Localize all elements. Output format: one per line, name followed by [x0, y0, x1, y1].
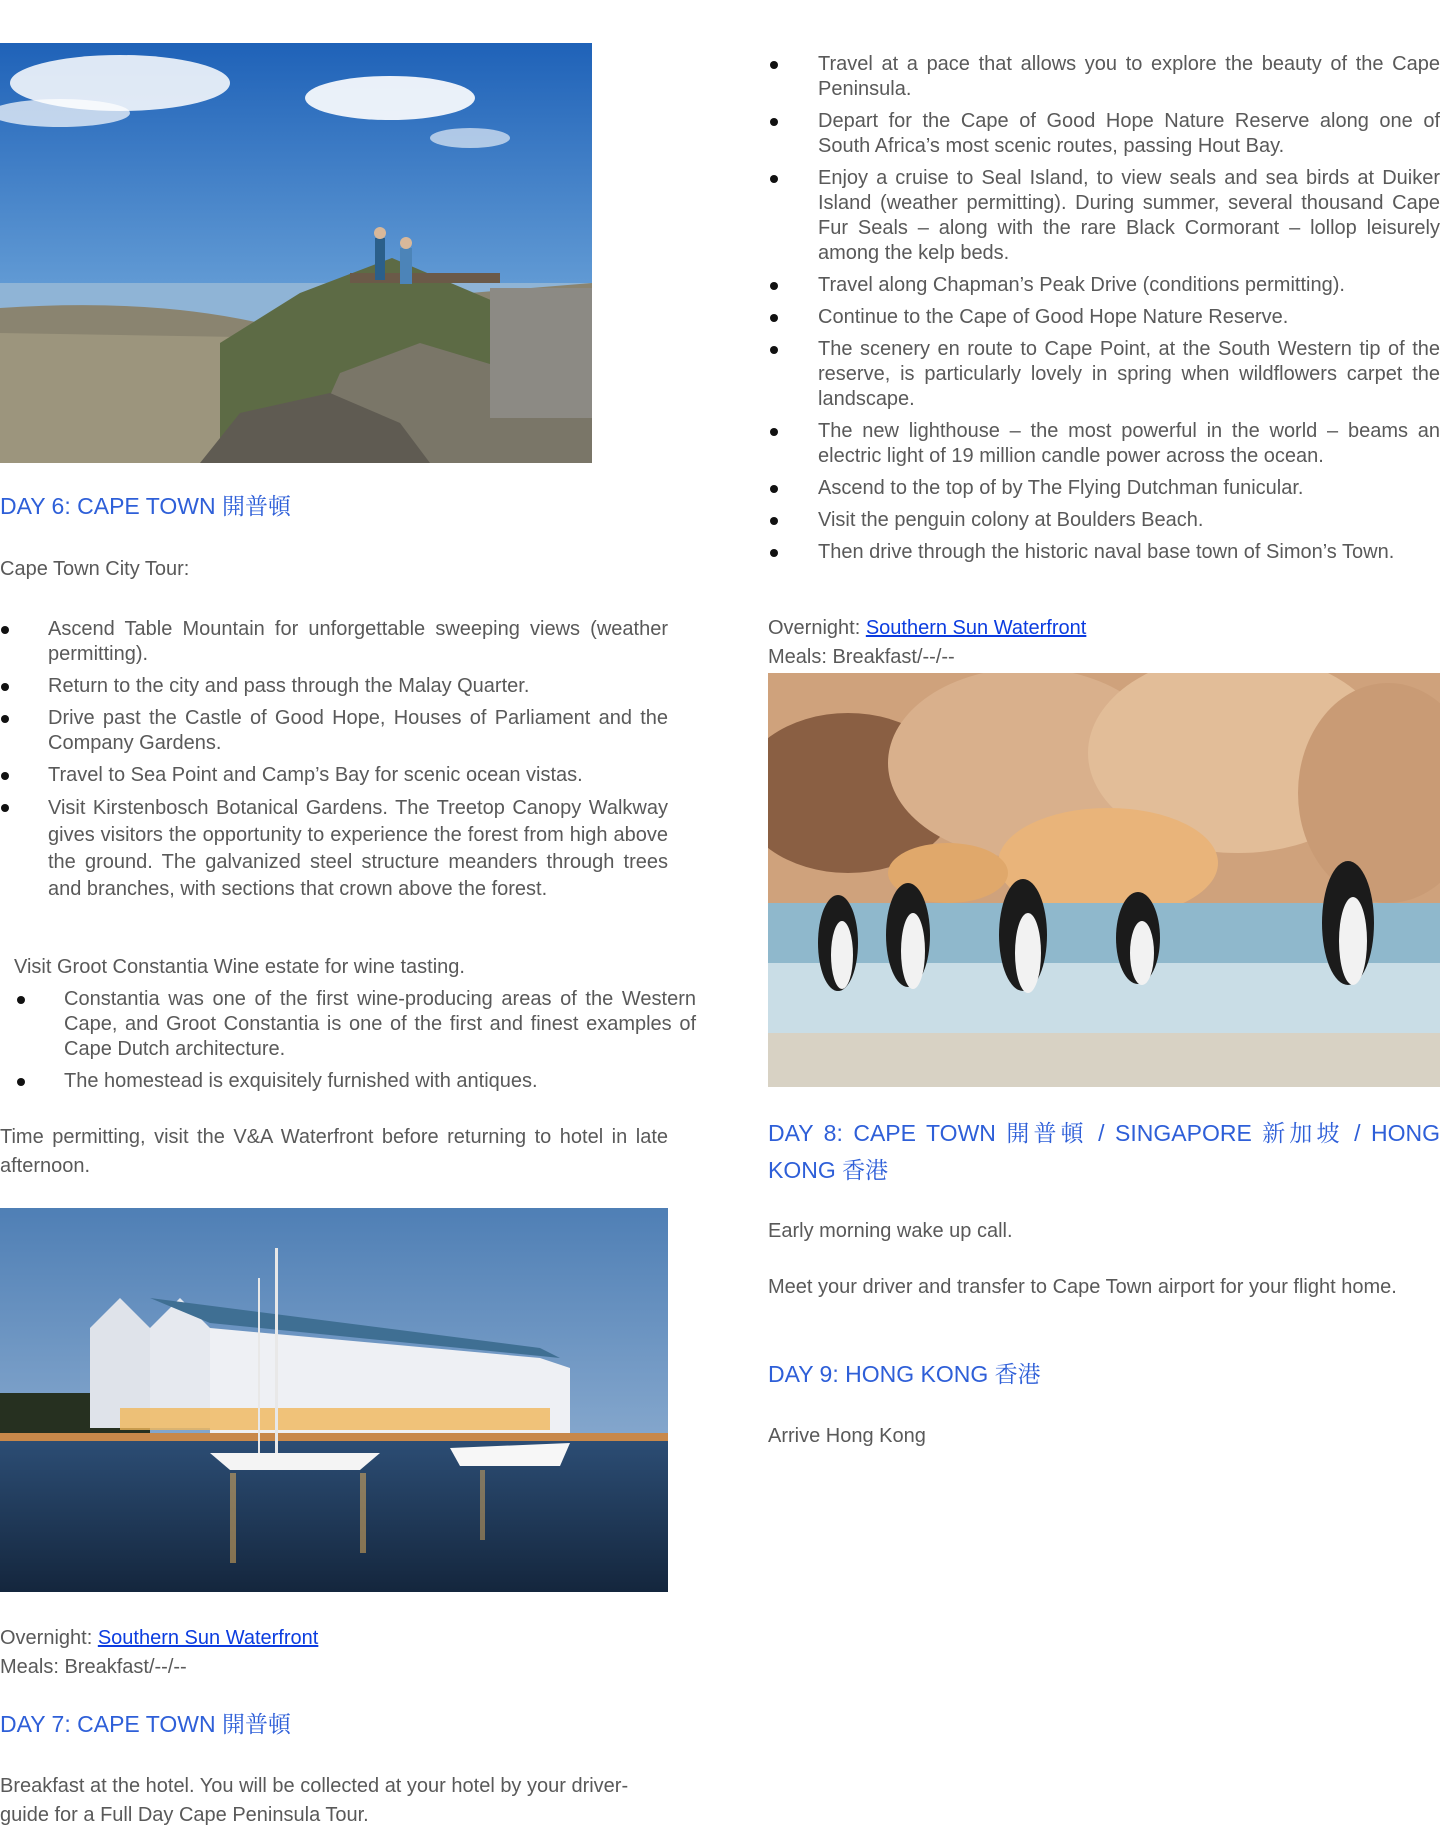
list-item: The scenery en route to Cape Point, at the South Western tip of the reserve, is particularly lovely in spring when wildflowers carpet the landscape.	[818, 338, 1440, 410]
day6-heading: DAY 6: CAPE TOWN 開普頓	[0, 493, 291, 519]
list-item: Travel along Chapman’s Peak Drive (conditions permitting).	[818, 273, 1440, 298]
hotel-link[interactable]: Southern Sun Waterfront	[865, 617, 1087, 639]
list-item: Travel to Sea Point and Camp’s Bay for scenic ocean vistas.	[48, 763, 668, 788]
list-item: Drive past the Castle of Good Hope, Houses of Parliament and the Company Gardens.	[48, 707, 668, 754]
waterfront-photo	[0, 1208, 668, 1592]
list-item: Continue to the Cape of Good Hope Nature Reserve.	[818, 305, 1440, 330]
list-item: Ascend to the top of by The Flying Dutchman funicular.	[818, 476, 1440, 501]
waterfront-note: Time permitting, visit the V&A Waterfront before returning to hotel in late afternoon.	[0, 1126, 668, 1177]
overnight-label: Overnight:	[768, 617, 866, 639]
list-item: Travel at a pace that allows you to explore the beauty of the Cape Peninsula.	[818, 53, 1440, 100]
list-item: Return to the city and pass through the Malay Quarter.	[48, 674, 668, 699]
list-item: Constantia was one of the first wine-producing areas of the Western Cape, and Groot Constantia is one of the first and finest examples of Cape Dutch architecture.	[64, 988, 696, 1060]
table-mountain-photo	[0, 43, 592, 463]
day6-bullet-list	[48, 617, 668, 910]
day9-heading: DAY 9: HONG KONG 香港	[768, 1361, 1041, 1387]
overnight-label: Overnight:	[0, 1627, 98, 1649]
groot-intro: Visit Groot Constantia Wine estate for wine tasting.	[14, 956, 465, 978]
groot-bullet-list	[64, 987, 696, 1101]
day8-wakeup: Early morning wake up call.	[768, 1220, 1013, 1242]
day7-intro: Breakfast at the hotel. You will be collected at your hotel by your driver-guide for a Full Day Cape Peninsula Tour.	[0, 1775, 629, 1826]
list-item: The new lighthouse – the most powerful in the world – beams an electric light of 19 million candle power across the ocean.	[818, 420, 1440, 467]
list-item: The homestead is exquisitely furnished with antiques.	[64, 1069, 696, 1094]
day8-heading: DAY 8: CAPE TOWN 開普頓 / SINGAPORE 新加坡 / HONG KONG 香港	[768, 1120, 1440, 1183]
day6-overnight	[0, 1624, 318, 1653]
list-item: Visit Kirstenbosch Botanical Gardens. The Treetop Canopy Walkway gives visitors the opportunity to experience the forest from high above the ground. The galvanized steel structure meanders through trees and branches, with sections that crown above the forest.	[48, 795, 668, 903]
day6-subtitle: Cape Town City Tour:	[0, 558, 190, 580]
day9-text: Arrive Hong Kong	[768, 1425, 926, 1447]
penguins-photo	[768, 673, 1440, 1087]
day6-meals: Meals: Breakfast/--/--	[0, 1656, 187, 1678]
hotel-link[interactable]: Southern Sun Waterfront	[97, 1627, 319, 1649]
day7-heading: DAY 7: CAPE TOWN 開普頓	[0, 1711, 291, 1737]
day7-overnight	[768, 614, 1086, 643]
list-item: Ascend Table Mountain for unforgettable sweeping views (weather permitting).	[48, 618, 668, 665]
list-item: Depart for the Cape of Good Hope Nature Reserve along one of South Africa’s most scenic routes, passing Hout Bay.	[818, 110, 1440, 157]
day8-transfer: Meet your driver and transfer to Cape Town airport for your flight home.	[768, 1276, 1397, 1298]
list-item: Enjoy a cruise to Seal Island, to view seals and sea birds at Duiker Island (weather permitting). During summer, several thousand Cape Fur Seals – along with the rare Black Cormorant – lollop leisurely among the kelp beds.	[818, 167, 1440, 264]
list-item: Then drive through the historic naval base town of Simon’s Town.	[818, 540, 1440, 565]
day7-meals: Meals: Breakfast/--/--	[768, 646, 955, 668]
list-item: Visit the penguin colony at Boulders Beach.	[818, 508, 1440, 533]
day7-bullet-list	[818, 52, 1440, 572]
